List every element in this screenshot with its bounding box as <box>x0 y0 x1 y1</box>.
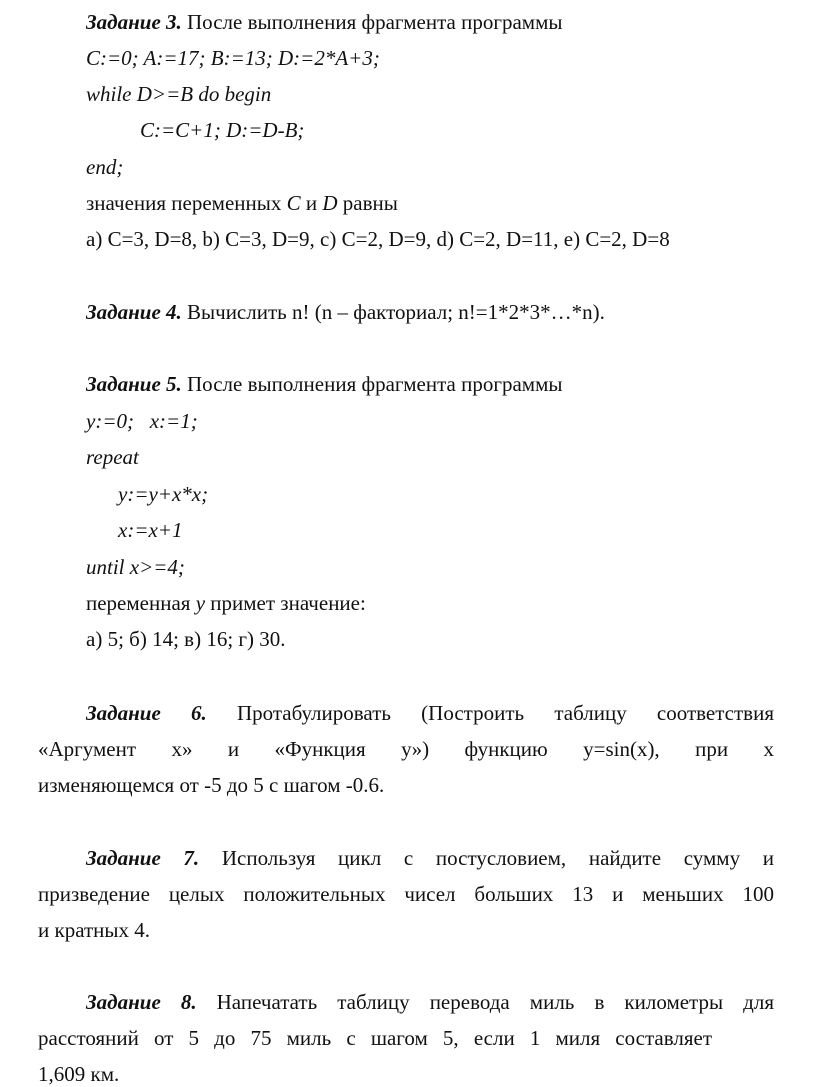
task8-line1-text: Напечатать таблицу перевода миль в километры для <box>196 990 774 1014</box>
task7-title: Задание 7. <box>86 846 200 870</box>
task3-answers: а) C=3, D=8, b) C=3, D=9, c) C=2, D=9, d) C=2, D=11, e) C=2, D=8 <box>86 227 670 251</box>
task3-question-pre: значения переменных <box>86 191 287 215</box>
task5-title: Задание 5. <box>86 372 182 396</box>
task5-intro: После выполнения фрагмента программы <box>181 372 563 396</box>
task3-title: Задание 3. <box>86 10 182 34</box>
task8-line-1 <box>86 990 774 1014</box>
task4-text: Вычислить n! (n – факториал; n!=1*2*3*…*n). <box>181 300 605 324</box>
task3-question-and: и <box>300 191 323 215</box>
task6-line-2: «Аргумент x» и «Функция y») функцию y=sin(x), при x <box>38 737 774 761</box>
task6-line1-text: Протабулировать (Построить таблицу соответствия <box>206 701 774 725</box>
task8-title: Задание 8. <box>86 990 197 1014</box>
task7-line1-text: Используя цикл с постусловием, найдите сумму и <box>199 846 774 870</box>
task5-code-line-1: y:=0; x:=1; <box>86 409 198 433</box>
task3-var-c: C <box>286 191 301 215</box>
task5-code-line-5: until x>=4; <box>86 555 185 579</box>
task3-question <box>86 191 398 215</box>
task5-question-pre: переменная <box>86 591 196 615</box>
task3-code-line-1: C:=0; A:=17; B:=13; D:=2*A+3; <box>86 46 380 70</box>
task5-code-line-4: x:=x+1 <box>118 518 183 542</box>
task3-code-line-3: C:=C+1; D:=D-B; <box>140 118 305 142</box>
task4-title: Задание 4. <box>86 300 182 324</box>
task8-line-3: 1,609 км. <box>38 1062 120 1086</box>
task3-code-line-4: end; <box>86 155 124 179</box>
task5-answers: а) 5; б) 14; в) 16; г) 30. <box>86 627 286 651</box>
task7-line-1 <box>86 846 774 870</box>
task6-line-3: изменяющемся от -5 до 5 с шагом -0.6. <box>38 773 385 797</box>
task5-code-line-2: repeat <box>86 445 139 469</box>
task5-heading-line <box>86 372 562 396</box>
task3-code-line-2: while D>=B do begin <box>86 82 272 106</box>
task7-line-2: призведение целых положительных чисел больших 13 и меньших 100 <box>38 882 774 906</box>
task4-line <box>86 300 605 324</box>
task6-title: Задание 6. <box>86 701 207 725</box>
task3-var-d: D <box>322 191 338 215</box>
task5-code-line-3: y:=y+x*x; <box>118 482 209 506</box>
task7-line-3: и кратных 4. <box>38 918 150 942</box>
task3-question-post: равны <box>337 191 398 215</box>
task3-heading-line <box>86 10 562 34</box>
task3-intro: После выполнения фрагмента программы <box>181 10 563 34</box>
task5-question-post: примет значение: <box>205 591 366 615</box>
task6-line-1 <box>86 701 774 725</box>
task5-question <box>86 591 366 615</box>
task5-var-y: y <box>195 591 206 615</box>
task8-line-2: расстояний от 5 до 75 миль с шагом 5, если 1 миля составляет <box>38 1026 712 1050</box>
